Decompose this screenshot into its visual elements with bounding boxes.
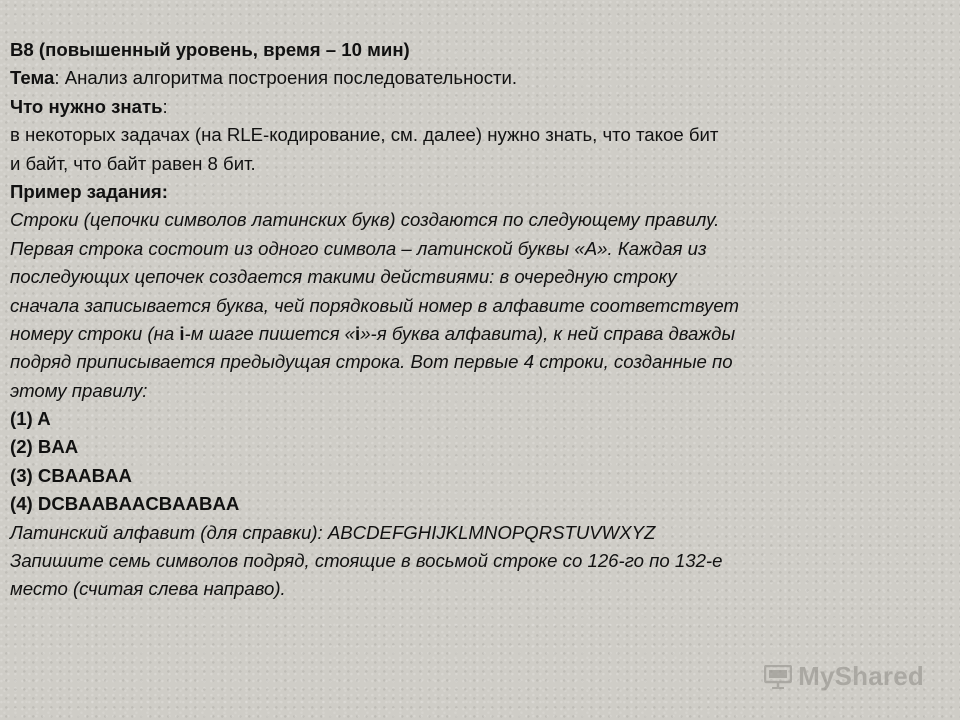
task-line-5-i-first: i xyxy=(179,322,185,344)
task-line-6: подряд приписывается предыдущая строка. Вот первые 4 строки, созданные по xyxy=(10,351,733,373)
sequence-row-3: (3) CBAABAA xyxy=(10,464,132,486)
need-heading-line xyxy=(10,93,945,121)
alphabet-line: Латинский алфавит (для справки): ABCDEFGHIJKLMNOPQRSTUVWXYZ xyxy=(10,521,656,543)
projector-screen-icon xyxy=(764,665,792,689)
sequence-row-4: (4) DCBAABAACBAABAA xyxy=(10,493,240,515)
question-line-1: Запишите семь символов подряд, стоящие в восьмой строке со 126-го по 132-е xyxy=(10,550,723,572)
task-line-5 xyxy=(10,320,945,348)
task-line-5-before: номеру строки (на xyxy=(10,322,180,344)
sequence-row-1: (1) A xyxy=(10,408,51,430)
question-line-2: место (считая слева направо). xyxy=(10,578,286,600)
need-label: Что нужно знать xyxy=(10,95,163,117)
watermark-text: MyShared xyxy=(798,661,924,691)
need-colon: : xyxy=(162,95,168,117)
task-line-4: сначала записывается буква, чей порядковый номер в алфавите соответствует xyxy=(10,294,739,316)
watermark xyxy=(764,661,924,692)
topic-text: : Анализ алгоритма построения последовательности. xyxy=(54,67,518,89)
slide-title: В8 (повышенный уровень, время – 10 мин) xyxy=(10,39,410,60)
topic-label: Тема xyxy=(10,67,55,89)
task-line-5-i-second: i xyxy=(355,322,361,344)
task-line-7: этому правилу: xyxy=(10,379,148,401)
need-text-line-1: в некоторых задачах (на RLE-кодирование, см. далее) нужно знать, что такое бит xyxy=(10,124,719,146)
task-line-5-after: »-я буква алфавита), к ней справа дважды xyxy=(360,322,736,344)
task-line-3: последующих цепочек создается такими действиями: в очередную строку xyxy=(10,266,677,288)
sequence-row-2: (2) BAA xyxy=(10,436,79,458)
topic-line xyxy=(10,64,945,92)
example-heading: Пример задания: xyxy=(10,180,168,202)
need-text-line-2: и байт, что байт равен 8 бит. xyxy=(10,152,256,174)
task-line-5-mid: -м шаге пишется « xyxy=(184,322,356,344)
task-line-1: Строки (цепочки символов латинских букв) создаются по следующему правилу. xyxy=(10,209,720,231)
slide-content xyxy=(10,36,945,604)
task-line-2: Первая строка состоит из одного символа – латинской буквы «А». Каждая из xyxy=(10,237,707,259)
